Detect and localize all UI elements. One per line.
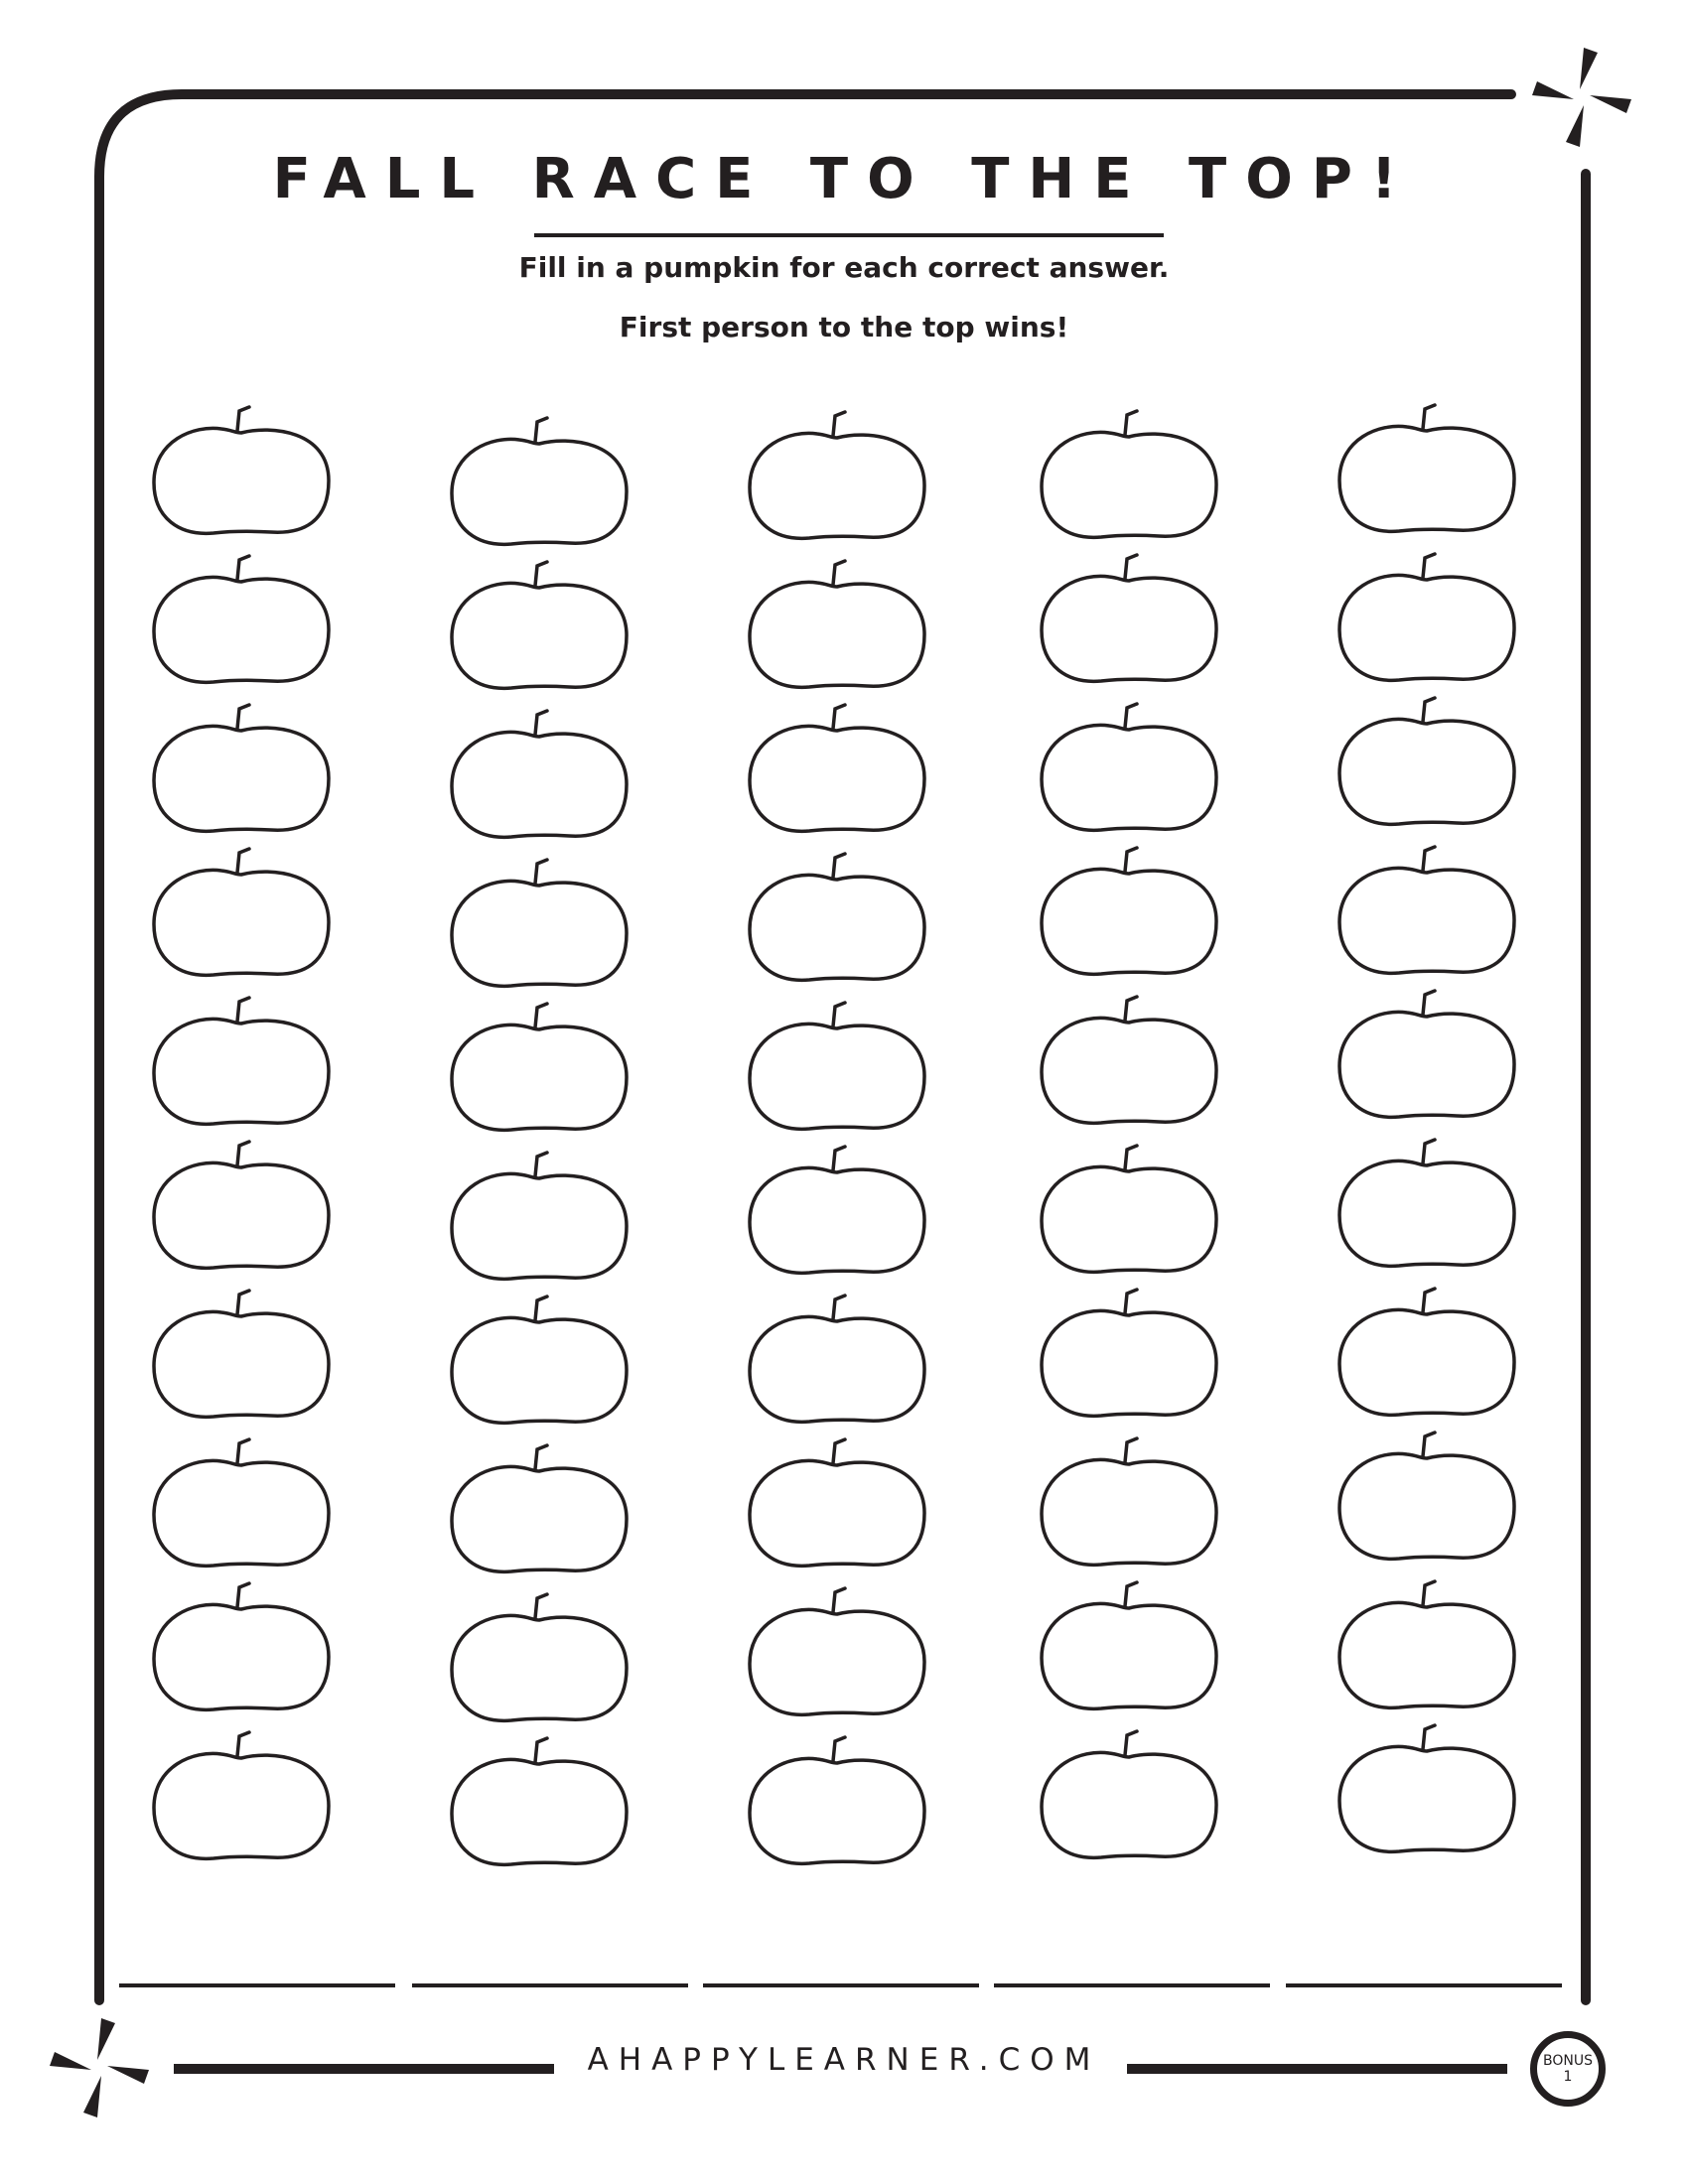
pumpkin-icon[interactable]	[1339, 1433, 1514, 1559]
pumpkin-body	[154, 726, 329, 831]
pumpkin-stem	[1125, 555, 1137, 579]
pumpkin-icon[interactable]	[1042, 1582, 1216, 1708]
pumpkin-stem	[1125, 1582, 1137, 1606]
pumpkin-body	[154, 1460, 329, 1566]
pumpkin-stem	[1423, 847, 1435, 871]
pumpkin-body	[154, 870, 329, 975]
pumpkin-icon[interactable]	[452, 562, 627, 688]
pumpkin-body	[452, 881, 627, 986]
pumpkin-icon[interactable]	[750, 1737, 924, 1863]
pumpkin-body	[750, 726, 924, 831]
pumpkin-body	[154, 1019, 329, 1124]
pumpkin-body	[750, 1167, 924, 1273]
pumpkin-body	[154, 1162, 329, 1268]
pumpkin-icon[interactable]	[154, 1439, 329, 1566]
instruction-line-1: Fill in a pumpkin for each correct answer.	[518, 251, 1170, 284]
pumpkin-icon[interactable]	[452, 1738, 627, 1864]
pumpkin-icon[interactable]	[1339, 991, 1514, 1117]
pumpkin-stem	[1125, 848, 1137, 872]
pumpkin-body	[750, 1758, 924, 1863]
pumpkin-body	[1339, 719, 1514, 824]
pumpkin-body	[750, 1460, 924, 1566]
pumpkin-stem	[1423, 1433, 1435, 1456]
pumpkin-stem	[1423, 991, 1435, 1015]
pumpkin-stem	[1125, 997, 1137, 1021]
pumpkin-body	[750, 875, 924, 980]
pumpkin-icon[interactable]	[452, 1297, 627, 1423]
pumpkin-stem	[1125, 1290, 1137, 1313]
pumpkin-icon[interactable]	[452, 418, 627, 544]
pumpkin-icon[interactable]	[1339, 1140, 1514, 1266]
pumpkin-body	[452, 1759, 627, 1864]
pumpkin-body	[452, 1317, 627, 1423]
pumpkin-icon[interactable]	[1339, 554, 1514, 680]
pumpkin-icon[interactable]	[1042, 1731, 1216, 1857]
pumpkin-body	[750, 582, 924, 687]
bonus-badge-label: BONUS	[1543, 2053, 1593, 2069]
pumpkin-stem	[535, 1297, 547, 1320]
pumpkin-icon[interactable]	[750, 705, 924, 831]
pumpkin-stem	[237, 1732, 249, 1756]
pumpkin-body	[1042, 1752, 1216, 1857]
pumpkin-body	[750, 1609, 924, 1714]
pumpkin-stem	[1423, 1140, 1435, 1163]
pumpkin-stem	[535, 418, 547, 442]
pumpkin-icon[interactable]	[154, 1583, 329, 1709]
pumpkin-stem	[535, 1594, 547, 1618]
pumpkin-stem	[833, 412, 845, 436]
pumpkin-body	[1042, 725, 1216, 830]
pumpkin-icon[interactable]	[1339, 1289, 1514, 1415]
pumpkin-stem	[1423, 405, 1435, 429]
pumpkin-body	[154, 1753, 329, 1858]
pumpkin-icon[interactable]	[452, 1445, 627, 1571]
pumpkin-icon[interactable]	[154, 705, 329, 831]
pumpkin-icon[interactable]	[154, 1142, 329, 1268]
pumpkin-icon[interactable]	[154, 1291, 329, 1417]
pumpkin-body	[1339, 1746, 1514, 1851]
pumpkin-icon[interactable]	[1042, 1146, 1216, 1272]
pumpkin-body	[1339, 1012, 1514, 1117]
pumpkin-icon[interactable]	[1339, 847, 1514, 973]
pumpkin-stem	[1423, 1289, 1435, 1312]
pumpkin-stem	[535, 562, 547, 586]
pumpkin-icon[interactable]	[452, 1153, 627, 1279]
pumpkin-icon[interactable]	[154, 407, 329, 533]
pumpkin-body	[750, 433, 924, 538]
pumpkin-stem	[535, 1153, 547, 1176]
pumpkin-stem	[535, 1445, 547, 1469]
pumpkin-stem	[1125, 704, 1137, 728]
pumpkin-body	[1339, 868, 1514, 973]
pumpkin-body	[452, 583, 627, 688]
pumpkin-icon[interactable]	[452, 1594, 627, 1720]
pumpkin-stem	[535, 860, 547, 884]
pumpkin-body	[750, 1316, 924, 1422]
pumpkin-body	[154, 428, 329, 533]
pumpkin-stem	[535, 1004, 547, 1027]
pumpkin-stem	[833, 1588, 845, 1612]
pumpkin-stem	[237, 407, 249, 431]
pumpkin-body	[452, 439, 627, 544]
pumpkin-icon[interactable]	[750, 412, 924, 538]
pumpkin-stem	[833, 854, 845, 878]
pumpkin-body	[1042, 576, 1216, 681]
pumpkin-icon[interactable]	[1339, 1725, 1514, 1851]
pumpkin-stem	[833, 1737, 845, 1761]
pumpkin-stem	[237, 1439, 249, 1463]
pumpkin-body	[1042, 432, 1216, 537]
pumpkin-icon[interactable]	[750, 1003, 924, 1129]
pumpkin-body	[1042, 869, 1216, 974]
pumpkin-icon[interactable]	[1339, 698, 1514, 824]
pumpkin-body	[154, 577, 329, 682]
pumpkin-stem	[237, 1142, 249, 1165]
pumpkin-stem	[833, 705, 845, 729]
bonus-badge-number: 1	[1563, 2069, 1573, 2085]
pumpkin-body	[1042, 1310, 1216, 1416]
pumpkin-stem	[237, 556, 249, 580]
pumpkin-stem	[1125, 1146, 1137, 1169]
pumpkin-body	[1339, 426, 1514, 531]
pumpkin-body	[1042, 1459, 1216, 1565]
pumpkin-icon[interactable]	[1042, 848, 1216, 974]
pumpkin-stem	[833, 1296, 845, 1319]
pumpkin-body	[1339, 1453, 1514, 1559]
pumpkin-body	[452, 1173, 627, 1279]
pumpkin-body	[452, 1024, 627, 1130]
pumpkin-icon[interactable]	[750, 561, 924, 687]
pumpkin-icon[interactable]	[1339, 1581, 1514, 1707]
pumpkin-icon[interactable]	[452, 1004, 627, 1130]
pumpkin-stem	[1125, 411, 1137, 435]
pumpkin-icon[interactable]	[154, 998, 329, 1124]
pumpkin-body	[750, 1024, 924, 1129]
bonus-badge	[1530, 2031, 1606, 2107]
instruction-line-2: First person to the top wins!	[619, 311, 1069, 343]
pumpkin-icon[interactable]	[750, 1147, 924, 1273]
pumpkin-body	[1339, 1602, 1514, 1707]
pumpkin-stem	[1423, 1581, 1435, 1605]
pumpkin-stem	[237, 705, 249, 729]
pumpkin-icon[interactable]	[1339, 405, 1514, 531]
pumpkin-stem	[237, 1583, 249, 1607]
pumpkin-body	[154, 1604, 329, 1709]
pumpkin-body	[1339, 1309, 1514, 1415]
pumpkin-stem	[833, 1147, 845, 1170]
pumpkin-icon[interactable]	[1042, 997, 1216, 1123]
pumpkin-icon[interactable]	[452, 711, 627, 837]
pumpkin-body	[1042, 1603, 1216, 1708]
pumpkin-icon[interactable]	[1042, 1290, 1216, 1416]
pumpkin-stem	[1423, 1725, 1435, 1749]
pumpkin-stem	[833, 1003, 845, 1026]
pumpkin-stem	[237, 998, 249, 1022]
pumpkin-icon[interactable]	[750, 1439, 924, 1566]
pumpkin-stem	[833, 1439, 845, 1463]
pumpkin-icon[interactable]	[154, 1732, 329, 1858]
page-title: FALL RACE TO THE TOP!	[272, 147, 1416, 211]
pumpkin-stem	[237, 1291, 249, 1314]
pumpkin-stem	[1125, 1731, 1137, 1755]
pumpkin-icon[interactable]	[452, 860, 627, 986]
pumpkin-body	[452, 1466, 627, 1571]
pinwheel-icon-top-right	[1532, 48, 1631, 147]
pumpkin-stem	[1125, 1438, 1137, 1462]
pumpkin-body	[1042, 1018, 1216, 1123]
pumpkin-icon[interactable]	[154, 556, 329, 682]
pumpkin-icon[interactable]	[1042, 704, 1216, 830]
pumpkin-icon[interactable]	[154, 849, 329, 975]
pumpkin-icon[interactable]	[1042, 1438, 1216, 1565]
pumpkin-stem	[535, 1738, 547, 1762]
pumpkin-body	[1339, 575, 1514, 680]
pumpkin-stem	[1423, 554, 1435, 578]
pumpkin-body	[1042, 1166, 1216, 1272]
footer-url[interactable]: AHAPPYLEARNER.COM	[587, 2042, 1101, 2078]
pumpkin-stem	[535, 711, 547, 735]
pumpkin-stem	[833, 561, 845, 585]
pumpkin-icon[interactable]	[750, 1296, 924, 1422]
pumpkin-stem	[237, 849, 249, 873]
pumpkin-body	[1339, 1160, 1514, 1266]
pumpkin-body	[154, 1311, 329, 1417]
pumpkin-icon[interactable]	[1042, 555, 1216, 681]
pumpkin-grid	[154, 405, 1514, 1864]
pumpkin-icon[interactable]	[750, 854, 924, 980]
pumpkin-body	[452, 1615, 627, 1720]
pumpkin-body	[452, 732, 627, 837]
pumpkin-icon[interactable]	[1042, 411, 1216, 537]
pumpkin-icon[interactable]	[750, 1588, 924, 1714]
pumpkin-stem	[1423, 698, 1435, 722]
